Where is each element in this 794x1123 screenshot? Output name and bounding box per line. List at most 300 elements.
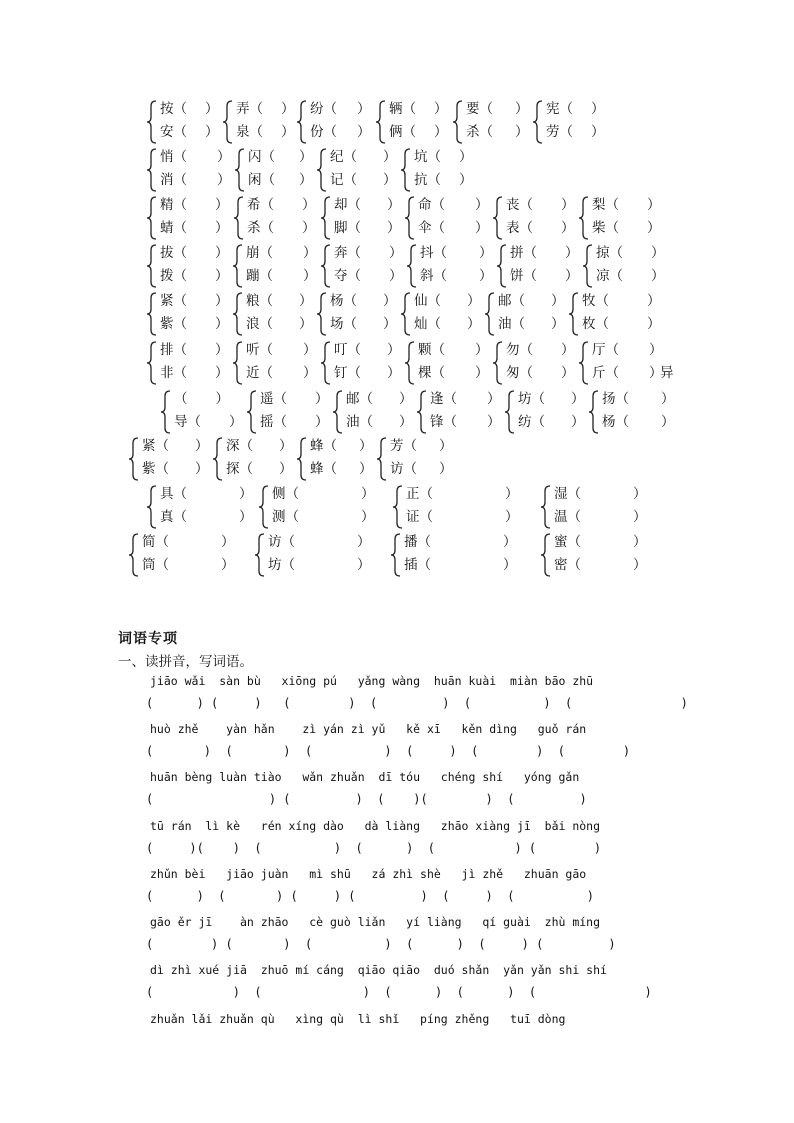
- character: 杨: [602, 414, 616, 430]
- answer-blank[interactable]: （ ）: [187, 414, 243, 430]
- answer-blank[interactable]: （ ）: [259, 245, 317, 261]
- character: 枚: [582, 316, 596, 332]
- char-line-top: [268, 531, 374, 553]
- char-line-top: [142, 531, 238, 553]
- pinyin-line: jiāo wǎi sàn bù xiōng pú yǎng wàng huān kuài miàn bāo zhū: [150, 674, 594, 688]
- character: 纷: [310, 101, 324, 117]
- char-line-bottom: [226, 458, 296, 480]
- char-pair-group: [404, 339, 492, 387]
- answer-blank[interactable]: （ ）: [567, 557, 647, 573]
- answer-blank[interactable]: （ ）: [259, 293, 313, 309]
- char-line-top: [334, 194, 404, 216]
- char-line-bottom: [268, 554, 374, 576]
- brace-icon: [484, 292, 496, 336]
- brace-icon: [146, 341, 158, 385]
- answer-blank[interactable]: （ ）: [609, 268, 665, 284]
- brace-icon: [254, 533, 266, 577]
- answer-blank[interactable]: （ ）: [531, 391, 585, 407]
- character: 勿: [506, 342, 520, 358]
- char-line-top: [160, 339, 232, 361]
- char-line-bottom: [160, 265, 232, 287]
- answer-blank[interactable]: （ ）: [511, 316, 565, 332]
- brace-icon: [404, 341, 416, 385]
- character: 棵: [418, 365, 432, 381]
- char-line-top: [174, 388, 246, 410]
- character: 坑: [414, 149, 428, 165]
- answer-blank[interactable]: （ ）: [427, 293, 481, 309]
- answer-blank[interactable]: （ ）: [523, 245, 579, 261]
- answer-blank[interactable]: （ ）: [239, 461, 293, 477]
- char-group-row: [0, 388, 794, 436]
- char-pair-group: [582, 242, 668, 290]
- answer-blank[interactable]: （ ）: [173, 509, 253, 525]
- character: 抖: [420, 245, 434, 261]
- answer-blank[interactable]: （ ）: [323, 438, 373, 454]
- answer-blank[interactable]: （ ）: [479, 124, 529, 140]
- char-line-top: [142, 435, 212, 457]
- answer-blank[interactable]: （ ）: [155, 534, 235, 550]
- character: 邮: [498, 293, 512, 309]
- char-pair-group: [146, 98, 222, 146]
- answer-blank[interactable]: （ ）: [261, 149, 313, 165]
- char-line-top: [160, 194, 232, 216]
- answer-blank[interactable]: （ ）: [403, 438, 453, 454]
- answer-blank[interactable]: （ ）: [427, 149, 473, 165]
- answer-blank[interactable]: （ ）: [347, 365, 401, 381]
- char-line-bottom: [142, 458, 212, 480]
- answer-blank[interactable]: （ ）: [595, 293, 661, 309]
- brace-icon: [232, 244, 244, 288]
- char-pair-group: [492, 339, 578, 387]
- character: 闲: [248, 172, 262, 188]
- char-line-bottom: [406, 506, 522, 528]
- character: 辆: [389, 101, 403, 117]
- brace-icon: [146, 100, 158, 144]
- brace-icon: [578, 341, 590, 385]
- character: 纪: [330, 149, 344, 165]
- answer-blank[interactable]: （ ）: [609, 245, 665, 261]
- answer-blank[interactable]: （ ）: [523, 268, 579, 284]
- answer-blank[interactable]: （ ）: [511, 293, 565, 309]
- answer-blank[interactable]: （ ）: [343, 293, 397, 309]
- answer-blank[interactable]: （ ）: [323, 124, 371, 140]
- answer-blank[interactable]: （ ）: [323, 461, 373, 477]
- character: 简: [142, 534, 156, 550]
- character: 拨: [160, 268, 174, 284]
- char-line-top: [546, 98, 605, 120]
- char-line-top: [160, 242, 232, 264]
- answer-blank[interactable]: （ ）: [419, 486, 519, 502]
- character: 深: [226, 438, 240, 454]
- character: 拼: [510, 245, 524, 261]
- answer-blank[interactable]: （ ）: [417, 534, 517, 550]
- character: 泉: [236, 124, 250, 140]
- brace-icon: [232, 341, 244, 385]
- char-line-top: [406, 483, 522, 505]
- character: 油: [346, 414, 360, 430]
- char-pair-group: [320, 242, 406, 290]
- answer-blank[interactable]: （ ）: [281, 557, 371, 573]
- answer-blank[interactable]: （ ）: [260, 197, 316, 213]
- answer-blank[interactable]: （ ）: [559, 124, 605, 140]
- character: 叮: [334, 342, 348, 358]
- char-line-bottom: [418, 362, 492, 384]
- brace-icon: [316, 292, 328, 336]
- answer-blank[interactable]: （ ）: [605, 197, 661, 213]
- answer-blank[interactable]: （ ）: [155, 557, 235, 573]
- brace-icon: [296, 100, 308, 144]
- character: 斤: [592, 365, 606, 381]
- answer-blank[interactable]: （ ）: [259, 268, 317, 284]
- char-line-bottom: [160, 217, 232, 239]
- answer-blank[interactable]: （ ）: [273, 414, 329, 430]
- answer-blank[interactable]: （ ）: [347, 268, 403, 284]
- answer-blank[interactable]: （ ）: [431, 342, 489, 358]
- char-pair-group: [376, 435, 456, 483]
- word-answer-blanks[interactable]: ( ) ( ) ( ) ( ) ( ) ( ): [146, 889, 594, 903]
- character: 表: [506, 220, 520, 236]
- char-pair-group: [578, 194, 664, 242]
- answer-blank[interactable]: （ ）: [285, 509, 375, 525]
- char-line-top: [272, 483, 378, 505]
- char-line-bottom: [247, 217, 319, 239]
- character: 抗: [414, 172, 428, 188]
- character: 排: [160, 342, 174, 358]
- character: 蹦: [246, 268, 260, 284]
- answer-blank[interactable]: （ ）: [605, 365, 663, 381]
- char-line-top: [226, 435, 296, 457]
- char-line-bottom: [246, 362, 320, 384]
- answer-blank[interactable]: （ ）: [281, 534, 371, 550]
- character: 颗: [418, 342, 432, 358]
- answer-blank[interactable]: （ ）: [323, 101, 371, 117]
- char-pair-group: [232, 339, 320, 387]
- character: 访: [268, 534, 282, 550]
- character: 场: [330, 316, 344, 332]
- word-answer-blanks[interactable]: ( ) ( ) ( ) ( ) ( ) ( ): [146, 937, 616, 951]
- char-line-bottom: [466, 121, 532, 143]
- brace-icon: [400, 292, 412, 336]
- char-line-top: [554, 531, 650, 553]
- answer-blank[interactable]: （ ）: [239, 438, 293, 454]
- character: 杀: [466, 124, 480, 140]
- answer-blank[interactable]: （ ）: [259, 365, 317, 381]
- char-line-top: [246, 339, 320, 361]
- character: 紧: [142, 438, 156, 454]
- answer-blank[interactable]: （ ）: [567, 534, 647, 550]
- char-group-row: [0, 339, 794, 387]
- brace-icon: [128, 437, 140, 481]
- character: 遥: [260, 391, 274, 407]
- character: 油: [498, 316, 512, 332]
- char-line-bottom: [404, 554, 520, 576]
- answer-blank[interactable]: （ ）: [443, 414, 501, 430]
- answer-blank[interactable]: （ ）: [402, 101, 448, 117]
- brace-icon: [452, 100, 464, 144]
- answer-blank[interactable]: （ ）: [173, 220, 229, 236]
- char-pair-group: [316, 146, 400, 194]
- char-group-row: [0, 290, 794, 338]
- character: 温: [554, 509, 568, 525]
- character: 凉: [596, 268, 610, 284]
- brace-icon: [146, 244, 158, 288]
- answer-blank[interactable]: （ ）: [173, 268, 229, 284]
- char-line-bottom: [582, 313, 664, 335]
- answer-blank[interactable]: （ ）: [595, 316, 661, 332]
- char-pair-group: [390, 531, 520, 579]
- char-line-top: [389, 98, 451, 120]
- pinyin-line: huān bèng luàn tiào wǎn zhuǎn dī tóu chéng shí yóng gǎn: [150, 770, 580, 784]
- char-pair-group: [146, 339, 232, 387]
- answer-blank[interactable]: （ ）: [347, 220, 401, 236]
- brace-icon: [320, 244, 332, 288]
- character: 匆: [506, 365, 520, 381]
- char-pair-group: [492, 194, 578, 242]
- answer-blank[interactable]: （ ）: [427, 172, 473, 188]
- brace-icon: [492, 341, 504, 385]
- character: 蜂: [310, 461, 324, 477]
- answer-blank[interactable]: （ ）: [559, 101, 605, 117]
- answer-blank[interactable]: （ ）: [285, 486, 375, 502]
- char-line-bottom: [248, 169, 316, 191]
- answer-blank[interactable]: （ ）: [443, 391, 501, 407]
- brace-icon: [320, 341, 332, 385]
- char-line-bottom: [554, 506, 650, 528]
- character: 密: [554, 557, 568, 573]
- answer-blank[interactable]: （ ）: [173, 365, 229, 381]
- answer-blank[interactable]: （ ）: [273, 391, 329, 407]
- answer-blank[interactable]: （ ）: [519, 342, 575, 358]
- answer-blank[interactable]: （ ）: [259, 316, 313, 332]
- char-line-top: [310, 435, 376, 457]
- char-pair-group: [400, 146, 476, 194]
- char-pair-group: [568, 290, 664, 338]
- char-line-top: [247, 194, 319, 216]
- brace-icon: [404, 196, 416, 240]
- char-line-top: [246, 290, 316, 312]
- answer-blank[interactable]: （ ）: [567, 509, 647, 525]
- character: 蜂: [310, 438, 324, 454]
- character: 导: [174, 414, 188, 430]
- brace-icon: [540, 533, 552, 577]
- answer-blank[interactable]: （ ）: [249, 101, 295, 117]
- answer-blank[interactable]: （ ）: [343, 316, 397, 332]
- answer-blank[interactable]: （ ）: [479, 101, 529, 117]
- answer-blank[interactable]: （ ）: [567, 486, 647, 502]
- char-line-top: [420, 242, 496, 264]
- char-line-bottom: [246, 313, 316, 335]
- answer-blank[interactable]: （ ）: [347, 197, 401, 213]
- brace-icon: [234, 148, 246, 192]
- character: 正: [406, 486, 420, 502]
- brace-icon: [146, 196, 158, 240]
- character: 份: [310, 124, 324, 140]
- char-line-top: [248, 146, 316, 168]
- char-line-bottom: [420, 265, 496, 287]
- answer-blank[interactable]: （ ）: [343, 149, 397, 165]
- answer-blank[interactable]: （ ）: [403, 461, 453, 477]
- char-line-bottom: [346, 411, 416, 433]
- answer-blank[interactable]: （ ）: [359, 391, 413, 407]
- character: 近: [246, 365, 260, 381]
- char-line-bottom: [246, 265, 320, 287]
- character: 希: [247, 197, 261, 213]
- word-answer-blanks[interactable]: ( )( ) ( ) ( ) ( ) ( ): [146, 841, 602, 855]
- char-line-top: [260, 388, 332, 410]
- char-pair-group: [222, 98, 296, 146]
- character: 奔: [334, 245, 348, 261]
- answer-blank[interactable]: （ ）: [173, 316, 229, 332]
- answer-blank[interactable]: （ ）: [173, 124, 219, 140]
- word-answer-blanks[interactable]: ( ) ( ) ( ) ( ) ( ) ( ): [146, 696, 688, 710]
- answer-blank[interactable]: （ ）: [155, 438, 209, 454]
- char-group-row: [0, 146, 794, 194]
- answer-blank[interactable]: （ ）: [519, 220, 575, 236]
- char-line-top: [582, 290, 664, 312]
- character: 坊: [268, 557, 282, 573]
- character: 邮: [346, 391, 360, 407]
- char-line-top: [506, 194, 578, 216]
- character: 伞: [418, 220, 432, 236]
- answer-blank[interactable]: （ ）: [605, 220, 661, 236]
- character: 蜜: [554, 534, 568, 550]
- char-line-bottom: [414, 169, 476, 191]
- answer-blank[interactable]: （ ）: [173, 149, 231, 165]
- brace-icon: [212, 437, 224, 481]
- answer-blank[interactable]: （ ）: [615, 414, 675, 430]
- answer-blank[interactable]: （ ）: [260, 220, 316, 236]
- answer-blank[interactable]: （ ）: [249, 124, 295, 140]
- character: 饼: [510, 268, 524, 284]
- answer-blank[interactable]: （ ）: [174, 391, 229, 407]
- char-pair-group: [258, 483, 378, 531]
- character: 摇: [260, 414, 274, 430]
- char-line-top: [418, 339, 492, 361]
- char-line-bottom: [160, 121, 222, 143]
- answer-blank[interactable]: （ ）: [343, 172, 397, 188]
- character: 却: [334, 197, 348, 213]
- character: 播: [404, 534, 418, 550]
- char-line-top: [414, 290, 484, 312]
- answer-blank[interactable]: （ ）: [433, 245, 493, 261]
- char-line-top: [596, 242, 668, 264]
- answer-blank[interactable]: （ ）: [431, 220, 489, 236]
- character: 探: [226, 461, 240, 477]
- char-pair-group: [532, 98, 605, 146]
- char-pair-group: [400, 290, 484, 338]
- character: 斜: [420, 268, 434, 284]
- brace-icon: [146, 148, 158, 192]
- answer-blank[interactable]: （ ）: [431, 197, 489, 213]
- char-pair-group: [246, 388, 332, 436]
- brace-icon: [588, 390, 600, 434]
- char-pair-group: [416, 388, 504, 436]
- section-title: 词语专项: [118, 631, 178, 647]
- word-answer-blanks[interactable]: ( ) ( ) ( ) ( ) ( ) ( ): [146, 744, 631, 758]
- char-line-bottom: [310, 121, 374, 143]
- character: 仙: [414, 293, 428, 309]
- answer-blank[interactable]: （ ）: [173, 101, 219, 117]
- answer-blank[interactable]: （ ）: [605, 342, 663, 358]
- character: 厅: [592, 342, 606, 358]
- answer-blank[interactable]: （ ）: [519, 197, 575, 213]
- answer-blank[interactable]: （ ）: [427, 316, 481, 332]
- answer-blank[interactable]: （ ）: [173, 197, 229, 213]
- char-line-bottom: [334, 265, 406, 287]
- answer-blank[interactable]: （ ）: [155, 461, 209, 477]
- char-line-top: [160, 483, 256, 505]
- answer-blank[interactable]: （ ）: [359, 414, 413, 430]
- word-answer-blanks[interactable]: ( ) ( ) ( ) ( ) ( ): [146, 985, 652, 999]
- brace-icon: [504, 390, 516, 434]
- answer-blank[interactable]: （ ）: [417, 557, 517, 573]
- char-line-top: [160, 98, 222, 120]
- character: 粮: [246, 293, 260, 309]
- answer-blank[interactable]: （ ）: [347, 245, 403, 261]
- brace-icon: [532, 100, 544, 144]
- pinyin-line: zhuǎn lǎi zhuǎn qù xìng qù lì shǐ píng zhěng tuī dòng: [150, 1012, 566, 1026]
- answer-blank[interactable]: （ ）: [431, 365, 489, 381]
- char-line-top: [246, 242, 320, 264]
- char-pair-group: [146, 242, 232, 290]
- answer-blank[interactable]: （ ）: [173, 245, 229, 261]
- char-pair-group: [316, 290, 400, 338]
- brace-icon: [146, 485, 158, 529]
- brace-icon: [246, 390, 258, 434]
- char-group-row: [0, 98, 794, 146]
- character: 崩: [246, 245, 260, 261]
- answer-blank[interactable]: （ ）: [173, 172, 231, 188]
- char-pair-group: [588, 388, 678, 436]
- brace-icon: [540, 485, 552, 529]
- character: 筒: [142, 557, 156, 573]
- character: 芳: [390, 438, 404, 454]
- char-line-bottom: [334, 362, 404, 384]
- character: 按: [160, 101, 174, 117]
- answer-blank[interactable]: （ ）: [433, 268, 493, 284]
- answer-blank[interactable]: （ ）: [261, 172, 313, 188]
- char-pair-group: [146, 194, 232, 242]
- char-line-bottom: [414, 313, 484, 335]
- character: 坊: [518, 391, 532, 407]
- answer-blank[interactable]: （ ）: [419, 509, 519, 525]
- character: 梨: [592, 197, 606, 213]
- answer-blank[interactable]: （ ）: [259, 342, 317, 358]
- answer-blank[interactable]: （ ）: [402, 124, 448, 140]
- answer-blank[interactable]: （ ）: [173, 342, 229, 358]
- pinyin-line: zhǔn bèi jiāo juàn mì shū zá zhì shè jì zhě zhuān gāo: [150, 867, 587, 881]
- answer-blank[interactable]: （ ）: [615, 391, 675, 407]
- character: 湿: [554, 486, 568, 502]
- char-line-top: [592, 194, 664, 216]
- answer-blank[interactable]: （ ）: [519, 365, 575, 381]
- char-pair-group: [332, 388, 416, 436]
- answer-blank[interactable]: （ ）: [173, 293, 229, 309]
- char-line-top: [160, 290, 232, 312]
- answer-blank[interactable]: （ ）: [347, 342, 401, 358]
- char-pair-group: [504, 388, 588, 436]
- char-group-row: [0, 194, 794, 242]
- char-pair-group: [296, 98, 374, 146]
- char-pair-group: [484, 290, 568, 338]
- character: 杀: [247, 220, 261, 236]
- answer-blank[interactable]: （ ）: [173, 486, 253, 502]
- word-answer-blanks[interactable]: ( ) ( ) ( )( ) ( ): [146, 792, 587, 806]
- char-group-row: [0, 531, 794, 579]
- character: 紫: [160, 316, 174, 332]
- answer-blank[interactable]: （ ）: [531, 414, 585, 430]
- char-line-top: [414, 146, 476, 168]
